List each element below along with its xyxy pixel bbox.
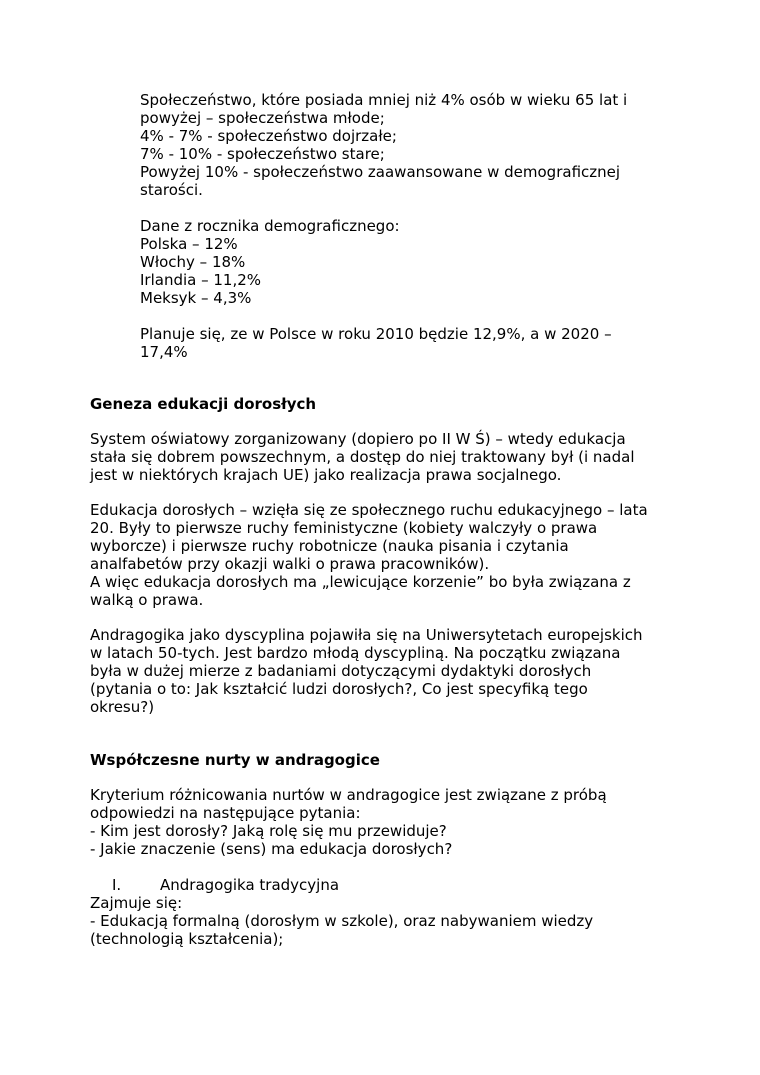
forecast-line: 17,4% [140,343,188,361]
text-line: Zajmuje się: [90,894,183,912]
text-line: wyborcze) i pierwsze ruchy robotnicze (nauka pisania i czytania [90,537,569,555]
text-line: Edukacja dorosłych – wzięła się ze społecznego ruchu edukacyjnego – lata [90,501,648,519]
text-line: Kryterium różnicowania nurtów w andragogice jest związane z próbą [90,786,607,804]
section-heading-trends: Współczesne nurty w andragogice [90,751,380,769]
forecast-line: Planuje się, ze w Polsce w roku 2010 będzie 12,9%, a w 2020 – [140,325,612,343]
list-title: Andragogika tradycyjna [160,876,340,894]
trends-list [90,876,690,948]
text-line: Powyżej 10% - społeczeństwo zaawansowane w demograficznej [140,163,621,181]
genesis-paragraph-1 [90,430,690,484]
text-line: 7% - 10% - społeczeństwo stare; [140,145,385,163]
text-line: stała się dobrem powszechnym, a dostęp do niej traktowany był (i nadal [90,448,635,466]
genesis-paragraph-2 [90,501,690,609]
text-line: (technologią kształcenia); [90,930,284,948]
text-line: w latach 50-tych. Jest bardzo młodą dyscypliną. Na początku związana [90,644,621,662]
text-line: - Edukacją formalną (dorosłym w szkole), oraz nabywaniem wiedzy [90,912,594,930]
text-line: 4% - 7% - społeczeństwo dojrzałe; [140,127,397,145]
text-line: powyżej – społeczeństwa młode; [140,109,385,127]
list-item-heading [90,876,690,894]
country-stat: Polska – 12% [140,235,238,253]
country-stat: Włochy – 18% [140,253,246,271]
text-line: - Jakie znaczenie (sens) ma edukacja dorosłych? [90,840,453,858]
text-line: - Kim jest dorosły? Jaką rolę się mu przewiduje? [90,822,447,840]
text-line: okresu?) [90,698,155,716]
yearbook-label: Dane z rocznika demograficznego: [140,217,400,235]
demography-section [140,91,627,361]
text-line: analfabetów przy okazji walki o prawa pracowników). [90,555,490,573]
list-numeral: I. [112,876,122,894]
text-line: System oświatowy zorganizowany (dopiero po II W Ś) – wtedy edukacja [90,430,626,448]
text-line: walką o prawa. [90,591,204,609]
text-line: odpowiedzi na następujące pytania: [90,804,361,822]
text-line: Andragogika jako dyscyplina pojawiła się na Uniwersytetach europejskich [90,626,643,644]
text-line: była w dużej mierze z badaniami dotyczącymi dydaktyki dorosłych [90,662,592,680]
text-line: starości. [140,181,203,199]
trends-paragraph-1 [90,786,690,858]
text-line: (pytania o to: Jak kształcić ludzi dorosłych?, Co jest specyfiką tego [90,680,588,698]
text-line: Społeczeństwo, które posiada mniej niż 4% osób w wieku 65 lat i [140,91,628,109]
genesis-paragraph-3 [90,626,690,716]
country-stat: Meksyk – 4,3% [140,289,252,307]
text-line: A więc edukacja dorosłych ma „lewicujące korzenie” bo była związana z [90,573,631,591]
text-line: jest w niektórych krajach UE) jako realizacja prawa socjalnego. [90,466,562,484]
text-line: 20. Były to pierwsze ruchy feministyczne (kobiety walczyły o prawa [90,519,598,537]
section-heading-genesis: Geneza edukacji dorosłych [90,395,317,413]
country-stat: Irlandia – 11,2% [140,271,262,289]
